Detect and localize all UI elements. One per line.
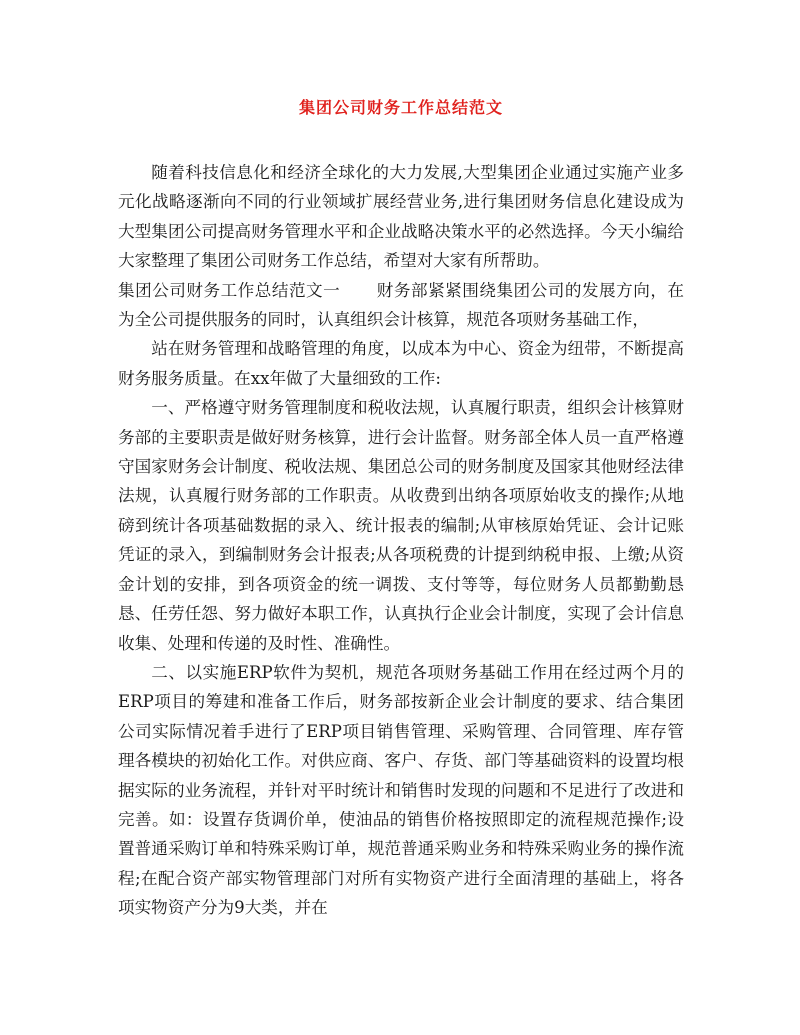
section-text: 财务部紧紧围绕集团公司的发展方向，在为全公司提供服务的同时，认真组织会计核算，规范各项财务基础工作， xyxy=(118,280,685,330)
intro-paragraph: 随着科技信息化和经济全球化的大力发展,大型集团企业通过实施产业多元化战略逐渐向不同的行业领域扩展经营业务,进行集团财务信息化建设成为大型集团公司提高财务管理水平和企业战略决策水平的必然选择。今天小编给大家整理了集团公司财务工作总结，希望对大家有所帮助。 xyxy=(118,163,684,271)
section-label: 集团公司财务工作总结范文一 xyxy=(118,280,341,300)
document-title: 集团公司财务工作总结范文 xyxy=(298,98,503,117)
document-page xyxy=(118,96,684,923)
body-paragraph-2: 一、严格遵守财务管理制度和税收法规，认真履行职责，组织会计核算财务部的主要职责是做好财务核算，进行会计监督。财务部全体人员一直严格遵守国家财务会计制度、税收法规、集团总公司的财务制度及国家其他财经法律法规，认真履行财务部的工作职责。从收费到出纳各项原始收支的操作;从地磅到统计各项基础数据的录入、统计报表的编制;从审核原始凭证、会计记账凭证的录入，到编制财务会计报表;从各项税费的计提到纳税申报、上缴;从资金计划的安排，到各项资金的统一调拨、支付等等，每位财务人员都勤勤恳恳、任劳任怨、努力做好本职工作，认真执行企业会计制度，实现了会计信息收集、处理和传递的及时性、准确性。 xyxy=(118,398,684,653)
section-heading-paragraph xyxy=(118,276,684,335)
body-paragraph-1: 站在财务管理和战略管理的角度，以成本为中心、资金为纽带，不断提高财务服务质量。在xx年做了大量细致的工作: xyxy=(118,339,684,388)
body-paragraph-3: 二、以实施ERP软件为契机，规范各项财务基础工作用在经过两个月的ERP项目的筹建和准备工作后，财务部按新企业会计制度的要求、结合集团公司实际情况着手进行了ERP项目销售管理、采购管理、合同管理、库存管理各模块的初始化工作。对供应商、客户、存货、部门等基础资料的设置均根据实际的业务流程，并针对平时统计和销售时发现的问题和不足进行了改进和完善。如：设置存货调价单，使油品的销售价格按照即定的流程规范操作;设置普通采购订单和特殊采购订单，规范普通采购业务和特殊采购业务的操作流程;在配合资产部实物管理部门对所有实物资产进行全面清理的基础上，将各项实物资产分为9大类，并在 xyxy=(118,662,684,918)
